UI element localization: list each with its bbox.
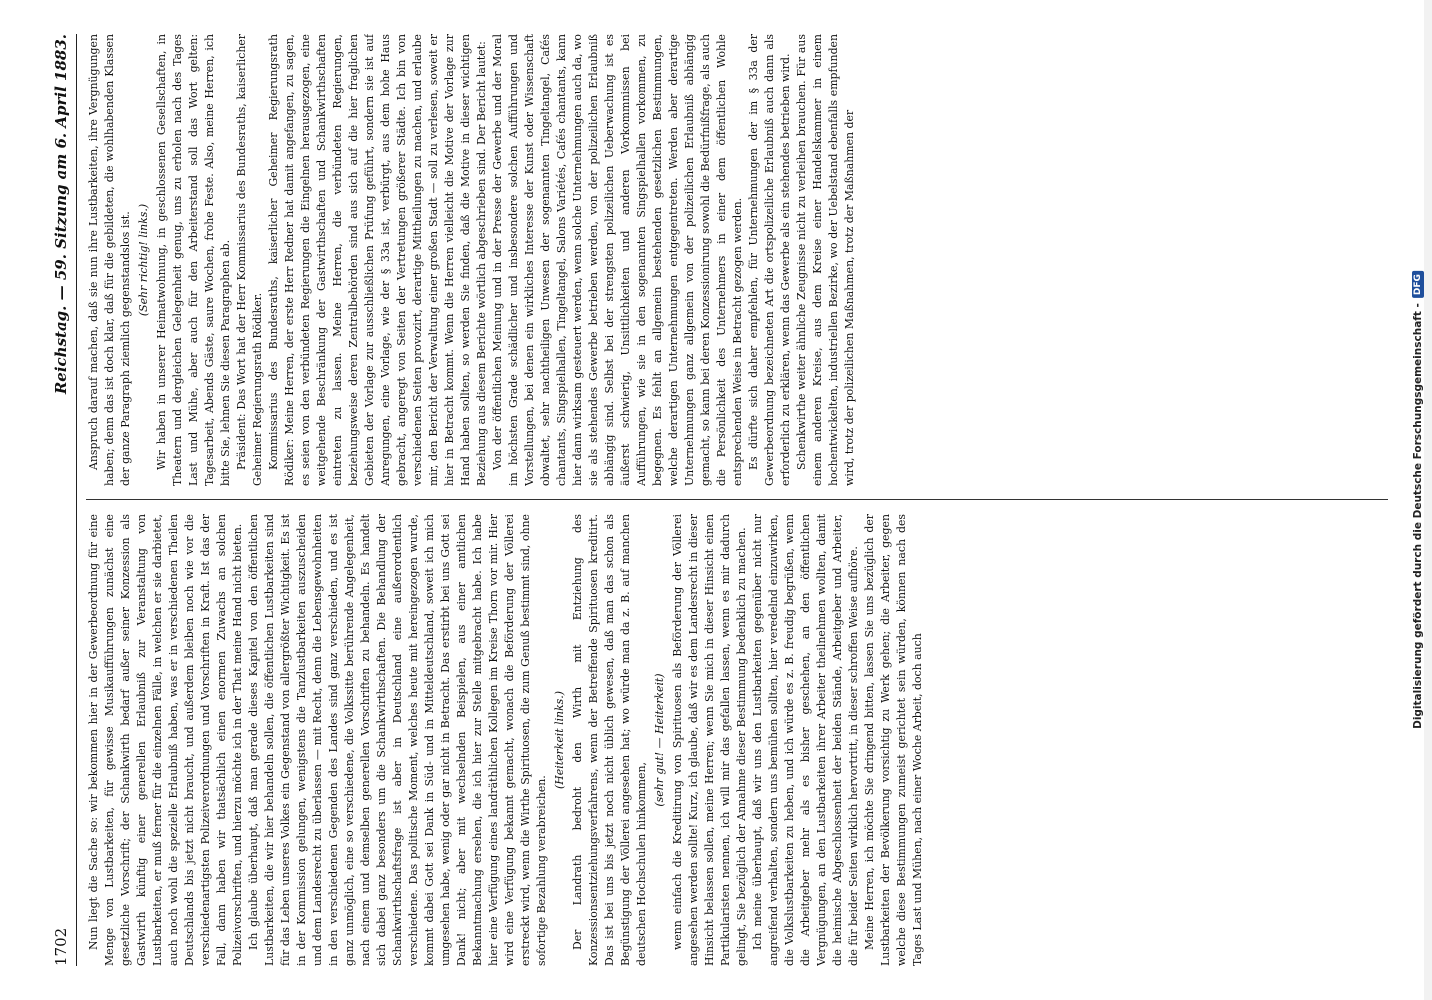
interjection: (Sehr richtig! links.) [137,203,150,317]
paragraph: Der Landrath bedroht den Wirth mit Entziehung des Konzessionsentziehungsverfahrens, wenn der Betreffende Spirituosen kreditirt. Das ist bei uns bis jetzt noch nicht üblich gewesen, daß man das schon als Begünstigung der Völlerei angesehen hat; wo würde man da z. B. auf manchen deutschen Hochschulen hinkommen, [571,514,648,966]
right-column [86,34,1388,486]
digitization-credit [1412,271,1424,729]
paragraph: Ich meine überhaupt, daß wir uns den Lustbarkeiten gegenüber nicht nur angreifend verhalten, sondern uns bemühen sollten, hier veredelnd einzuwirken, die Volkslustbarkeiten zu heben, und ich würde es z. B. freudig begrüßen, wenn die Arbeitgeber mehr als es bisher geschehen, an den öffentlichen Vergnügungen, an den Lustbarkeiten ihrer Arbeiter theilnehmen wollten, damit die heimische Abgeschlossenheit der beiden Stände, Arbeitgeber und Arbeiter, die für beider Seiten wirklich hervortritt, in dieser schroffen Weise aufhöre. [751,514,860,966]
paragraph: Präsident: Das Wort hat der Herr Kommissarius des Bundesraths, kaiserlicher Geheimer Regierungsrath Rödiker. [235,34,264,486]
page-number: 1702 [52,927,70,966]
header-publication: Reichstag. [52,305,70,395]
page-header [46,34,77,966]
paragraph: Schenkwirthe weiter ähnliche Zeugnisse nicht zu verleihen brauchen. Für aus einem anderen Kreise, aus dem Kreise einer Handelskammer in einem hochentwickelten, industriellen Bezirke, wo der Uebelstand ebenfalls empfunden wird, trotz der polizeilichen Maßnahmen, trotz der Maßnahmen der [795,34,856,486]
text-columns [86,34,1388,966]
paragraph: Anspruch darauf machen, daß sie nun ihre Lustbarkeiten, ihre Vergnügungen haben; denn das ist doch klar, daß für die gebildeten, die wohlhabenden Klassen der ganze Paragraph ziemlich gegenstandslos ist. [87,34,132,486]
interjection: (Heiterkeit links.) [553,691,566,789]
paragraph: wenn einfach die Kreditirung von Spirituosen als Beförderung der Völlerei angesehen werden sollte! Kurz, ich glaube, daß wir es dem Landesrecht in dieser Hinsicht belassen sollen, meine Herren; wenn Sie mich in dieser Hinsicht einen Partikularisten nennen, ich will mir das gefallen lassen, wenn es mir dadurch gelingt, Sie bezüglich der Annahme dieser Bestimmung bedenklich zu machen. [671,514,748,966]
left-column [86,514,1388,966]
paragraph: Wir haben in unserer Heimatwohnung, in geschlossenen Gesellschaften, in Theatern und dergleichen Gelegenheit genug, uns zu erholen nach des Tages Last und Mühe, aber auch für den Arbeiterstand soll das Wort gelten: Tagesarbeit, Abends Gäste, saure Wochen, frohe Feste. Also, meine Herren, ich bitte Sie, lehnen Sie diesen Paragraphen ab. [155,34,232,486]
header-session: — 59. Sitzung am 6. April 1883. [52,34,70,301]
credit-text: Digitalisierung gefördert durch die Deutsche Forschungsgemeinschaft - [1412,303,1424,729]
column-divider [86,499,1388,500]
paragraph: Kommissarius des Bundesraths, kaiserlicher Geheimer Regierungsrath Rödiker: Meine Herren, der erste Herr Redner hat damit angefangen, zu sagen, es seien von den verbündeten Regierungen die Eingelnen herausgezogen, eine weitgehende Beschränkung der Gastwirthschaften und Schankwirthschaften eintreten zu lassen. Meine Herren, die verbündeten Regierungen, beziehungsweise deren Zentralbehörden sind aus sich auf die hier fraglichen Gebieten der Vorlage zur ausschließlichen Prüfung geführt, sondern sie ist auf Anregungen, eine Vorlage, wie der § 33a ist, verbürgt, aus dem hohe Haus gebracht, angeregt von Seiten der Vertretungen größerer Städte. Ich bin von verschiedenen Seiten provozirt, derartige Mittheilungen zu machen, und erlaube mir, den Bericht der Verwaltung einer großen Stadt — soll zu verlesen, soweit er hier in Betracht kommt. Wenn die Herren vielleicht die Motive der Vorlage zur Hand haben sollten, so werden Sie finden, daß die Motive in dieser wichtigen Beziehung aus diesem Berichte wörtlich abgeschrieben sind. Der Bericht lautet: [267,34,488,486]
dfg-logo: DFG [1412,271,1424,298]
header-title [52,34,70,394]
paragraph: Von der öffentlichen Meinung und in der Presse der Gewerbe und der Moral im höchsten Grade schädlicher und insbesondere solchen Aufführungen und Vorstellungen, bei denen ein wirkliches Interesse der Kunst oder Wissenschaft obwaltet, sehr nachtheiligen Unwesen der sogenannten Tingeltangel, Cafés chantants, Singspielhallen, Tingeltangel, Salons Variétés, Cafés chantants, kann hier dann wirksam gesteuert werden, wenn solche Unternehmungen auch da, wo sie als stehendes Gewerbe betrieben werden, von der polizeilichen Erlaubniß abhängig sind. Selbst bei der strengsten polizeilichen Ueberwachung ist es äußerst schwierig, Unsittlichkeiten und anderen Vorkommnissen bei Aufführungen, wie sie in den sogenannten Singspielhallen vorkommen, zu begegnen. Es fehlt an allgemein bestehenden gesetzlichen Bestimmungen, welche derartigen Unternehmungen entgegentreten. Werden aber derartige Unternehmungen ganz allgemein von der polizeilichen Erlaubniß abhängig gemacht, so kann bei deren Konzessionirung sowohl die Bedürfnißfrage, als auch die Persönlichkeit des Unternehmers in einer dem öffentlichen Wohle entsprechenden Weise in Betracht gezogen werden. [491,34,744,486]
paragraph: Meine Herren, ich möchte Sie dringend bitten, lassen Sie uns bezüglich der Lustbarkeiten der Bevölkerung vorsichtig zu Werk gehen; die Arbeiter, gegen welche diese Bestimmungen zumeist gerichtet sein würden, können nach des Tages Last und Mühen, nach einer Woche Arbeit, doch auch [863,514,924,966]
paragraph: Es dürfte sich daher empfehlen, für Unternehmungen der im § 33a der Gewerbeordnung bezeichneten Art die ortspolizeiliche Erlaubniß auch dann als erforderlich zu erklären, wenn das Gewerbe als ein stehendes betrieben wird. [747,34,792,486]
paragraph: Ich glaube überhaupt, daß man gerade dieses Kapitel von den öffentlichen Lustbarkeiten, die wir hier behandeln sollen, die öffentlichen Lustbarkeiten sind für das Leben unseres Volkes ein Gegenstand von allergrößter Wichtigkeit. Es ist in der Kommission gelungen, wenigstens die Tanzlustbarkeiten auszuscheiden und dem Landesrecht zu überlassen — mit Recht, denn die Lebensgewohnheiten in den verschiedenen Gegenden des Landes sind ganz verschieden, und es ist ganz unmöglich, eine so verschiedene, die Volkssitte berührende Angelegenheit, nach einem und demselben generellen Vorschriften zu behandeln. Es handelt sich dabei ganz besonders um die Schankwirthschaften. Die Behandlung der Schankwirthschaftsfrage ist aber in Deutschland eine außerordentlich verschiedene. Das politische Moment, welches heute mit hereingezogen wurde, kommt dabei Gott sei Dank in Süd- und in Mitteldeutschland, soweit ich mich umgesehen habe, wenig oder gar nicht in Betracht. Das erstirbt bei uns Gott sei Dank! nicht; aber mit wechselnden Beispielen, aus einer amtlichen Bekanntmachung ersehen, die ich hier zur Stelle mitgebracht habe. Ich habe hier eine Verfügung eines landräthlichen Kollegen im Kreise Thorn vor mir. Hier wird eine Verfügung bekannt gemacht, wonach die Beförderung der Völlerei erstreckt wird, wenn die Wirthe Spirituosen, die zum Genuß bestimmt sind, ohne sofortige Bezahlung verabreichen. [247,514,548,966]
interjection: (sehr gut! — Heiterkeit) [653,673,666,807]
margin-strip [1424,0,1432,1000]
paragraph: Nun liegt die Sache so: wir bekommen hier in der Gewerbeordnung für eine Menge von Lustbarkeiten, für gewisse Musikaufführungen zunächst eine gesetzliche Vorschrift; der Schankwirth bedarf außer seiner Konzession als Gastwirth künftig einer generellen Erlaubniß zur Veranstaltung von Lustbarkeiten, er muß ferner für die einzelnen Fälle, in welchen er sie darbietet, auch noch wohl die spezielle Erlaubniß haben, was er in verschiedenen Theilen Deutschlands bis jetzt nicht braucht, und außerdem bleiben noch wie vor die verschiedenartigsten Polizeiverordnungen und Vorschriften in Kraft. Ist das der Fall, dann haben wir thatsächlich einen enormen Zuwachs an solchen Polizeivorschriften, und hierzu möchte ich in der That meine Hand nicht bieten. [87,514,244,966]
rotated-document-page [36,20,1396,980]
